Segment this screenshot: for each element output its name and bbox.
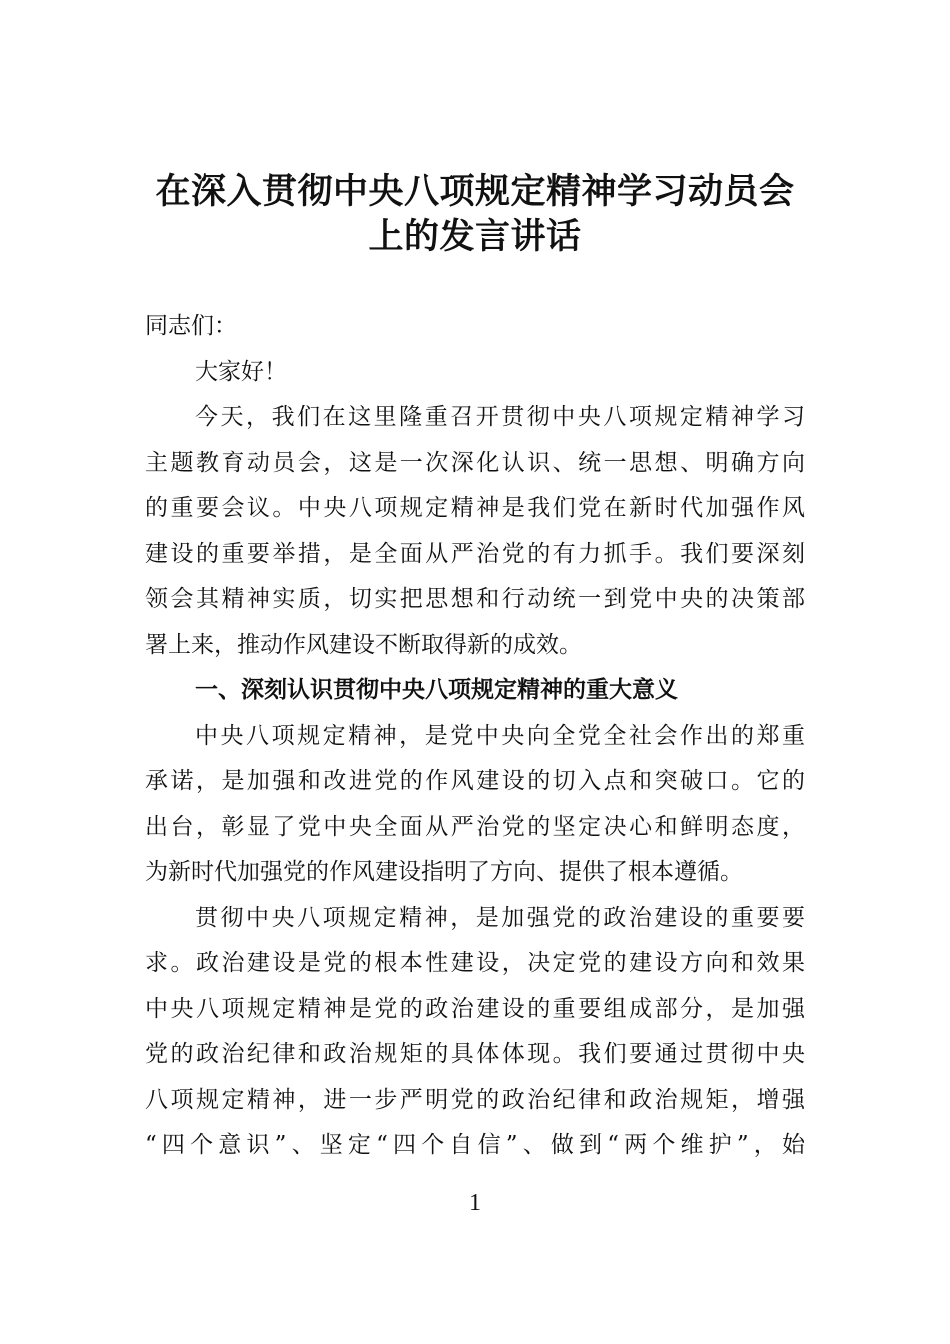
paragraph-line: 建设的重要举措，是全面从严治党的有力抓手。我们要深刻 [145, 540, 805, 567]
paragraph-line: 为新时代加强党的作风建设指明了方向、提供了根本遵循。 [145, 859, 743, 885]
greeting: 大家好！ [195, 358, 287, 385]
paragraph-line: 中央八项规定精神是党的政治建设的重要组成部分，是加强 [145, 995, 805, 1022]
paragraph-line: 党的政治纪律和政治规矩的具体体现。我们要通过贯彻中央 [145, 1041, 805, 1067]
paragraph-line: 中央八项规定精神，是党中央向全党全社会作出的郑重 [195, 722, 805, 749]
paragraph-line: 今天，我们在这里隆重召开贯彻中央八项规定精神学习 [195, 404, 805, 430]
paragraph-line: 贯彻中央八项规定精神，是加强党的政治建设的重要要 [195, 904, 805, 931]
document-title-line-1: 在深入贯彻中央八项规定精神学习动员会 [155, 172, 795, 212]
paragraph-line: 承诺，是加强和改进党的作风建设的切入点和突破口。它的 [145, 768, 805, 794]
paragraph-line: 的重要会议。中央八项规定精神是我们党在新时代加强作风 [145, 495, 805, 521]
paragraph-line: 出台，彰显了党中央全面从严治党的坚定决心和鲜明态度， [145, 813, 805, 840]
paragraph-2 [145, 714, 805, 896]
paragraph-line: 署上来，推动作风建设不断取得新的成效。 [145, 631, 582, 658]
paragraph-line: 求。政治建设是党的根本性建设，决定党的建设方向和效果 [145, 950, 805, 976]
salutation: 同志们： [145, 313, 237, 339]
paragraph-3 [145, 896, 805, 1169]
paragraph-line: “四个意识”、坚定“四个自信”、做到“两个维护”，始 [145, 1132, 805, 1158]
paragraph-1 [145, 395, 805, 668]
page-number: 1 [469, 1190, 481, 1216]
document-body [145, 304, 805, 1169]
paragraph-line: 八项规定精神，进一步严明党的政治纪律和政治规矩，增强 [145, 1086, 805, 1113]
section-heading-1: 一、深刻认识贯彻中央八项规定精神的重大意义 [195, 677, 678, 703]
paragraph-line: 主题教育动员会，这是一次深化认识、统一思想、明确方向 [145, 449, 805, 476]
document-title-line-2: 上的发言讲话 [368, 217, 582, 257]
paragraph-line: 领会其精神实质，切实把思想和行动统一到党中央的决策部 [145, 586, 805, 612]
